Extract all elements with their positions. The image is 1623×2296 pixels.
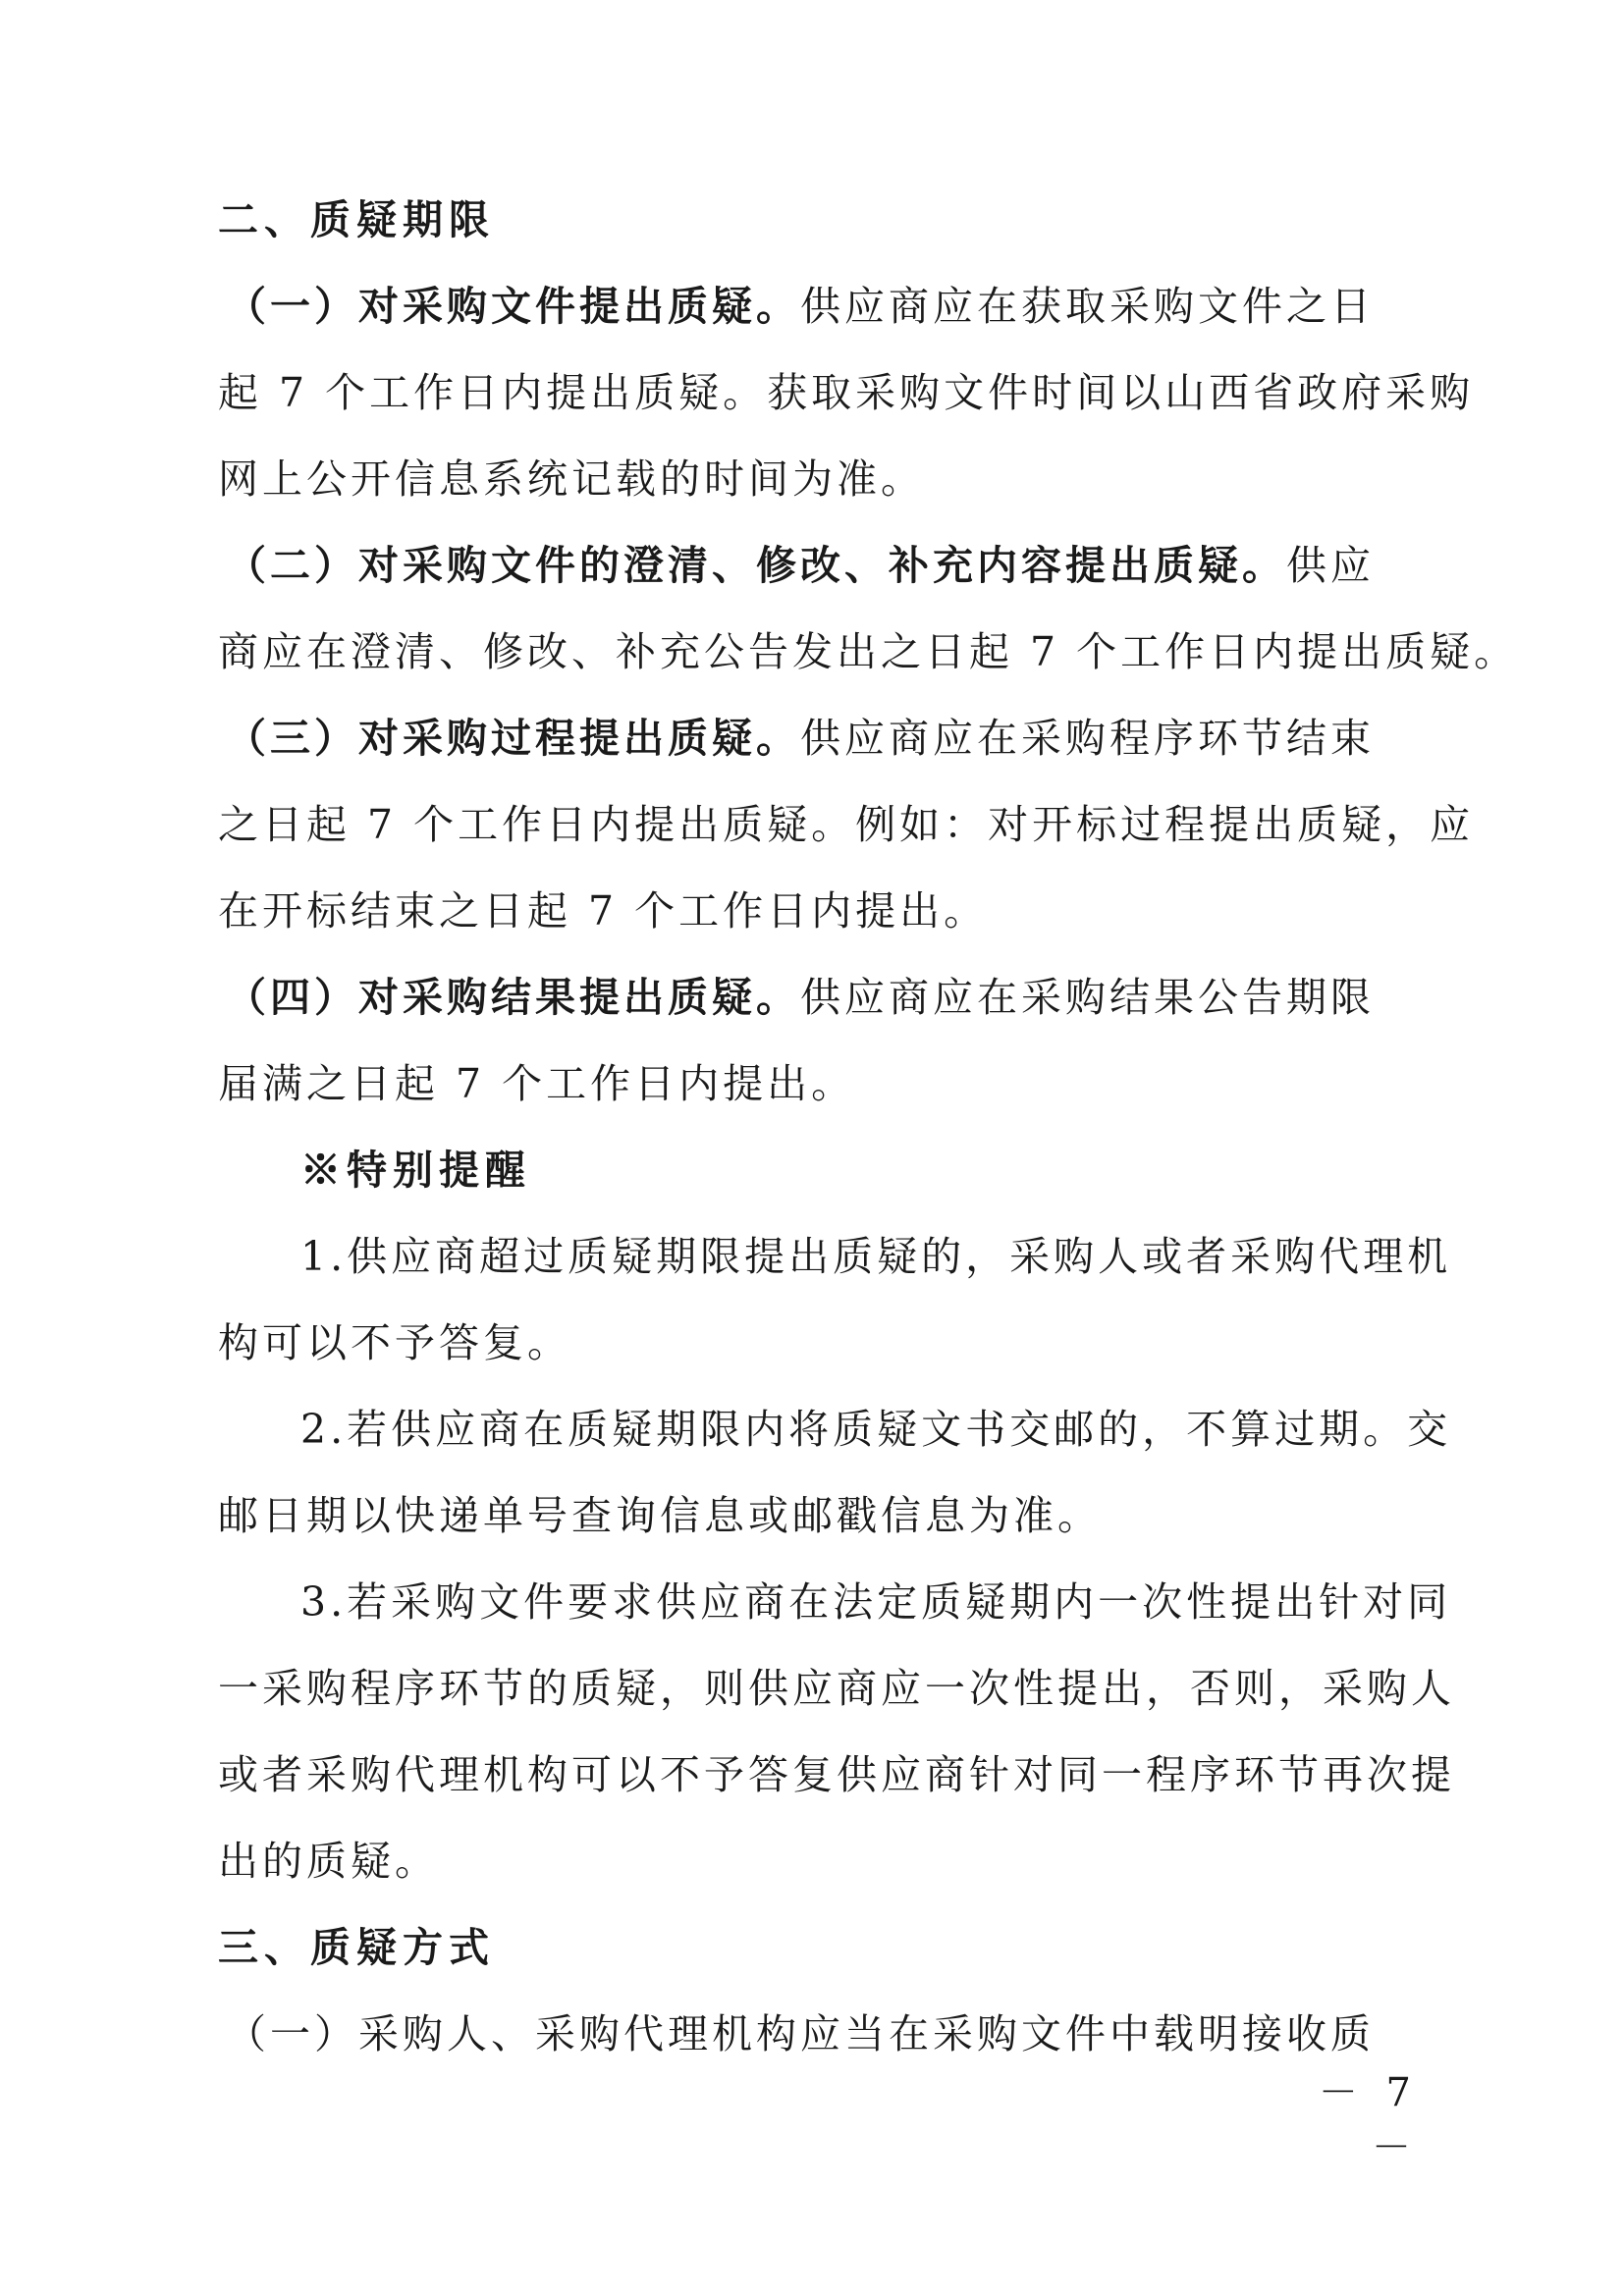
page-number: － 7 － bbox=[1318, 2070, 1419, 2170]
reminder-3-line-2: 一采购程序环节的质疑，则供应商应一次性提出，否则，采购人 bbox=[218, 1665, 1455, 1712]
paragraph-2-line-1 bbox=[226, 522, 1375, 609]
section-heading-qualification-period: 二、质疑期限 bbox=[218, 196, 495, 243]
section-heading-qualification-method: 三、质疑方式 bbox=[218, 1924, 495, 1971]
reminder-3-line-3: 或者采购代理机构可以不予答复供应商针对同一程序环节再次提 bbox=[218, 1751, 1455, 1798]
paragraph-2-line-2: 商应在澄清、修改、补充公告发出之日起 7 个工作日内提出质疑。 bbox=[218, 628, 1519, 675]
reminder-1-line-2: 构可以不予答复。 bbox=[218, 1319, 571, 1366]
paragraph-4-line-1 bbox=[226, 954, 1375, 1041]
paragraph-3-label: （三）对采购过程提出质疑。 bbox=[226, 715, 800, 762]
paragraph-3-text: 供应商应在采购程序环节结束 bbox=[800, 715, 1375, 762]
paragraph-4-line-2: 届满之日起 7 个工作日内提出。 bbox=[218, 1060, 856, 1107]
reminder-3-line-1: 3.若采购文件要求供应商在法定质疑期内一次性提出针对同 bbox=[300, 1578, 1452, 1626]
paragraph-2-text: 供应 bbox=[1286, 542, 1375, 589]
paragraph-4-text: 供应商应在采购结果公告期限 bbox=[800, 974, 1375, 1021]
reminder-3-line-4: 出的质疑。 bbox=[218, 1838, 439, 1885]
paragraph-1-label: （一）对采购文件提出质疑。 bbox=[226, 283, 800, 330]
special-reminder-heading: ※特别提醒 bbox=[300, 1147, 531, 1194]
paragraph-1-line-1 bbox=[226, 263, 1375, 349]
paragraph-1-line-3: 网上公开信息系统记载的时间为准。 bbox=[218, 455, 925, 503]
paragraph-3-line-1 bbox=[226, 695, 1375, 781]
reminder-2-line-2: 邮日期以快递单号查询信息或邮戳信息为准。 bbox=[218, 1492, 1102, 1539]
paragraph-3-line-3: 在开标结束之日起 7 个工作日内提出。 bbox=[218, 887, 989, 934]
paragraph-3-line-2: 之日起 7 个工作日内提出质疑。例如：对开标过程提出质疑，应 bbox=[218, 801, 1475, 848]
paragraph-4-label: （四）对采购结果提出质疑。 bbox=[226, 974, 800, 1021]
paragraph-2-label: （二）对采购文件的澄清、修改、补充内容提出质疑。 bbox=[226, 542, 1286, 589]
reminder-2-line-1: 2.若供应商在质疑期限内将质疑文书交邮的，不算过期。交 bbox=[300, 1406, 1452, 1453]
reminder-1-line-1: 1.供应商超过质疑期限提出质疑的，采购人或者采购代理机 bbox=[300, 1233, 1452, 1280]
section-three-line-1: （一）采购人、采购代理机构应当在采购文件中载明接收质 bbox=[226, 2010, 1375, 2057]
paragraph-1-line-2: 起 7 个工作日内提出质疑。获取采购文件时间以山西省政府采购 bbox=[218, 369, 1475, 416]
paragraph-1-text: 供应商应在获取采购文件之日 bbox=[800, 283, 1375, 330]
